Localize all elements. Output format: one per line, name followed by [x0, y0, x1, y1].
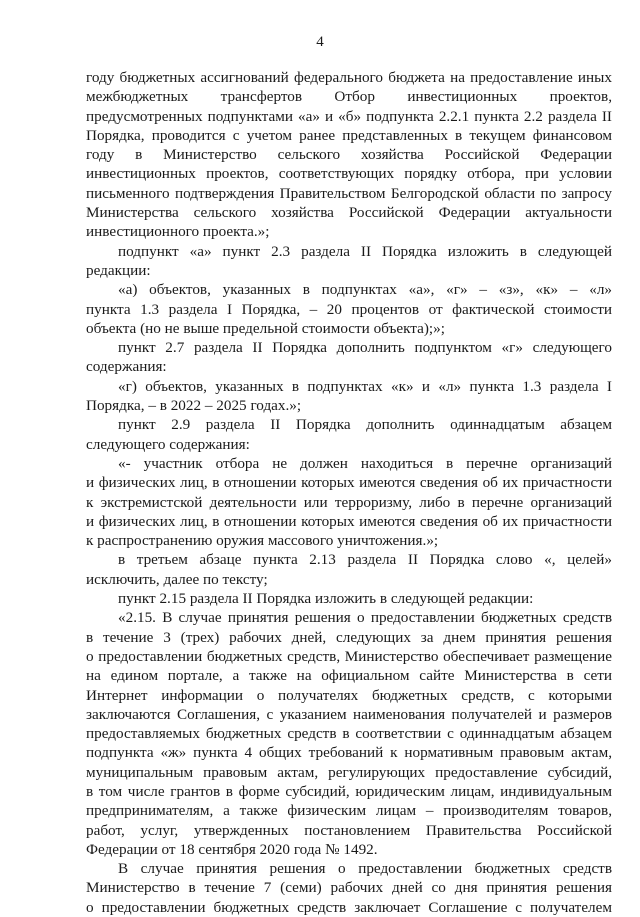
document-body — [86, 68, 612, 917]
text-line: «г) объектов, указанных в подпунктах «к» и «л» пункта 1.3 раздела I — [118, 377, 612, 395]
text-line: в третьем абзаце пункта 2.13 раздела II Порядка слово «, целей» — [118, 551, 612, 569]
text-line: Министерства сельского хозяйства Российской Федерации актуальности — [86, 204, 612, 222]
text-line: объекта (но не выше предельной стоимости объекта);»; — [86, 319, 445, 337]
text-line: к экстремистской деятельности или терроризму, либо в перечне организаций — [86, 493, 612, 511]
text-line: на едином портале, а также на официальном сайте Министерства в сети — [86, 667, 612, 685]
text-line: подпункта «ж» пункта 4 общих требований к нормативным правовым актам, — [86, 744, 612, 762]
text-line: подпункт «а» пункт 2.3 раздела II Порядка изложить в следующей — [118, 242, 612, 260]
text-line: Интернет информации о получателях бюджетных средств, с которыми — [86, 686, 612, 704]
text-line: работ, услуг, утвержденных постановлением Правительства Российской — [86, 821, 612, 839]
text-line: предпринимателям, а также физическим лицам – производителям товаров, — [86, 802, 612, 820]
text-line: «а) объектов, указанных в подпунктах «а», «г» – «з», «к» – «л» — [118, 281, 612, 299]
text-line: следующего содержания: — [86, 435, 250, 453]
text-line: предусмотренных подпунктами «а» и «б» подпункта 2.2.1 пункта 2.2 раздела II — [86, 107, 612, 125]
text-line: к распространению оружия массового уничтожения.»; — [86, 532, 439, 550]
text-line: предоставляемых бюджетных средств в соответствии с одиннадцатым абзацем — [86, 725, 612, 743]
text-line: пункта 1.3 раздела I Порядка, – 20 процентов от фактической стоимости — [86, 300, 612, 318]
text-line: «- участник отбора не должен находиться в перечне организаций — [118, 454, 612, 472]
page-number: 4 — [316, 34, 324, 50]
text-line: в том числе грантов в форме субсидий, юридическим лицам, индивидуальным — [86, 782, 612, 800]
text-line: межбюджетных трансфертов Отбор инвестиционных проектов, — [86, 88, 612, 106]
text-line: муниципальным правовым актам, регулирующих предоставление субсидий, — [86, 763, 612, 781]
text-line: Порядка, проводится с учетом ранее представленных в текущем финансовом — [86, 126, 612, 144]
text-line: пункт 2.9 раздела II Порядка дополнить одиннадцатым абзацем — [118, 416, 612, 434]
text-line: Порядка, – в 2022 – 2025 годах.»; — [86, 397, 302, 415]
text-line: исключить, далее по тексту; — [86, 570, 268, 588]
text-line: пункт 2.15 раздела II Порядка изложить в следующей редакции: — [118, 590, 534, 608]
text-line: инвестиционного проекта.»; — [86, 223, 270, 241]
text-line: о предоставлении бюджетных средств заключает Соглашение с получателем — [86, 898, 612, 916]
text-line: году бюджетных ассигнований федерального бюджета на предоставление иных — [86, 69, 612, 86]
text-line: содержания: — [86, 358, 167, 376]
text-line: и физических лиц, в отношении которых имеются сведения об их причастности — [86, 474, 612, 492]
text-line: в течение 3 (трех) рабочих дней, следующих за днем принятия решения — [86, 628, 612, 646]
text-line: о предоставлении бюджетных средств, Министерство обеспечивает размещение — [86, 647, 612, 665]
text-line: В случае принятия решения о предоставлении бюджетных средств — [118, 860, 612, 878]
text-line: году в Министерство сельского хозяйства Российской Федерации — [86, 146, 612, 164]
text-line: редакции: — [86, 261, 151, 279]
text-line: заключаются Соглашения, с указанием наименования получателей и размеров — [86, 705, 612, 723]
text-line: «2.15. В случае принятия решения о предоставлении бюджетных средств — [118, 609, 612, 627]
text-line: Федерации от 18 сентября 2020 года № 1492. — [86, 840, 378, 858]
text-line: инвестиционных проектов, соответствующих порядку отбора, при условии — [86, 165, 612, 183]
text-line: пункт 2.7 раздела II Порядка дополнить подпунктом «г» следующего — [118, 339, 612, 357]
text-line: Министерство в течение 7 (семи) рабочих дней со дня принятия решения — [86, 879, 612, 897]
text-line: письменного подтверждения Правительством Белгородской области по запросу — [86, 184, 612, 202]
text-line: и физических лиц, в отношении которых имеются сведения об их причастности — [86, 512, 612, 530]
